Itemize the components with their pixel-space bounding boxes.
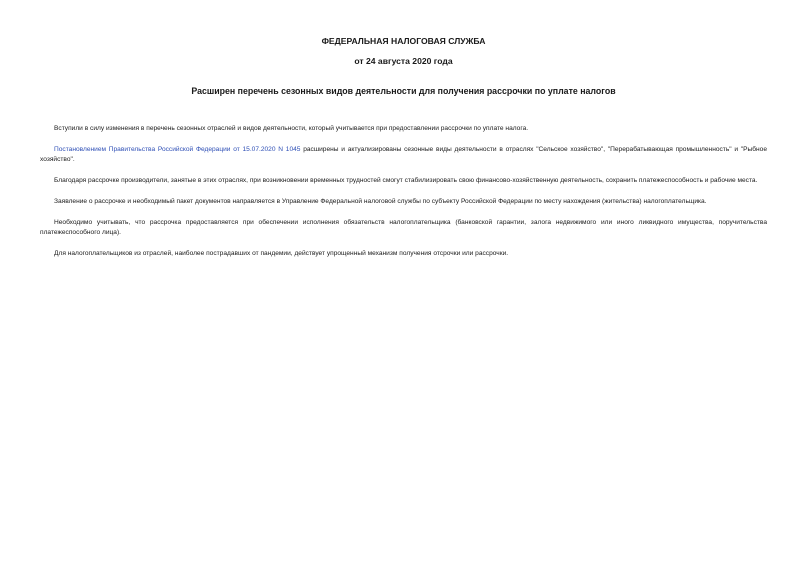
paragraph-2-text: расширены и актуализированы сезонные виды деятельности в отраслях "Сельское хозяйство", "Перерабатывающая промышленность" и "Рыбное хозяйство". <box>40 146 768 163</box>
document-date: от 24 августа 2020 года <box>354 56 453 66</box>
organization-heading: ФЕДЕРАЛЬНАЯ НАЛОГОВАЯ СЛУЖБА <box>321 36 486 46</box>
paragraph-5: Необходимо учитывать, что рассрочка предоставляется при обеспечении исполнения обязательств налогоплательщика (банковской гарантии, залога недвижимого или иного ликвидного имущества, поручительства платежеспособного лица). <box>40 219 767 236</box>
paragraph-3: Благодаря рассрочке производители, занятые в этих отраслях, при возникновении временных трудностей смогут стабилизировать свою финансово-хозяйственную деятельность, сохранить платежеспособность и рабочие места. <box>54 176 758 184</box>
paragraph-2 <box>40 145 767 164</box>
paragraph-1: Вступили в силу изменения в перечень сезонных отраслей и видов деятельности, который учитывается при предоставлении рассрочки по уплате налога. <box>54 125 529 132</box>
document-body <box>40 124 767 270</box>
document-title: Расширен перечень сезонных видов деятельности для получения рассрочки по уплате налогов <box>191 86 616 96</box>
resolution-link[interactable]: Постановлением Правительства Российской Федерации от 15.07.2020 N 1045 <box>54 146 301 154</box>
paragraph-6: Для налогоплательщиков из отраслей, наиболее пострадавших от пандемии, действует упрощенный механизм получения отсрочки или рассрочки. <box>54 250 509 258</box>
paragraph-4: Заявление о рассрочке и необходимый пакет документов направляется в Управление Федеральной налоговой службы по субъекту Российской Федерации по месту нахождения (жительства) налогоплательщика. <box>54 198 707 206</box>
